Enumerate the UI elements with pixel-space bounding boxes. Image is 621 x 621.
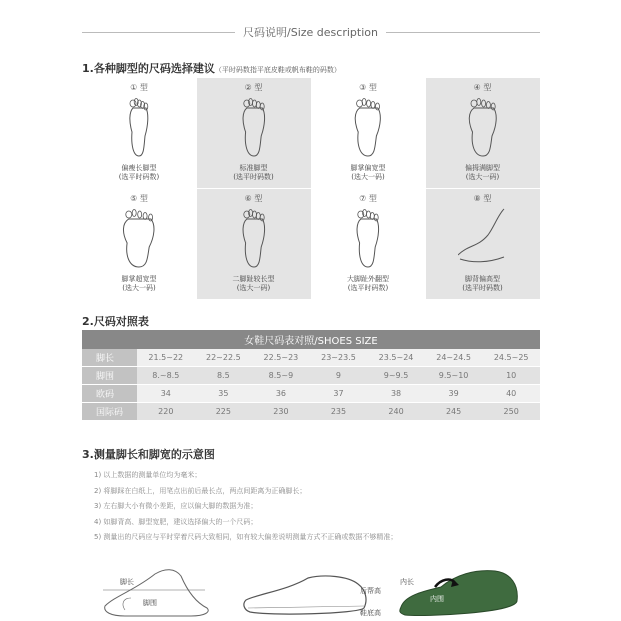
table-cell: 9~9.5 — [367, 367, 425, 385]
table-cell: 37 — [310, 385, 368, 403]
row-header: 国际码 — [82, 403, 137, 421]
foot-type-number: ③ 型 — [359, 83, 377, 92]
foot-type-caption — [426, 275, 540, 293]
foot-type-caption — [311, 275, 425, 293]
foot-type-caption — [311, 164, 425, 182]
table-cell: 24.5~25 — [482, 349, 540, 367]
size-table — [82, 330, 540, 421]
section1-heading — [82, 60, 341, 76]
foot-outline-icon — [229, 205, 279, 271]
row-header: 脚长 — [82, 349, 137, 367]
foot-type-advice: (选大一码) — [465, 173, 500, 181]
table-row — [82, 367, 540, 385]
foot-type-caption — [197, 164, 311, 182]
table-cell: 21.5~22 — [137, 349, 195, 367]
foot-type-number: ② 型 — [244, 83, 263, 92]
table-cell: 40 — [482, 385, 540, 403]
foot-type-label: 大脚趾外翻型 — [347, 275, 389, 283]
note-item: 1) 以上数据的测量单位均为毫米； — [94, 471, 202, 479]
foot-outline-icon — [458, 205, 508, 271]
foot-type-card — [197, 189, 311, 299]
size-description-header — [0, 22, 621, 42]
table-cell: 9.5~10 — [425, 367, 483, 385]
foot-type-number: ④ 型 — [473, 83, 492, 92]
foot-type-label: 标准脚型 — [239, 164, 268, 172]
foot-outline-icon — [114, 94, 164, 160]
foot-outline-icon — [343, 94, 393, 160]
foot-type-grid — [82, 78, 540, 300]
table-cell: 35 — [195, 385, 253, 403]
foot-type-card — [426, 78, 540, 188]
table-cell: 36 — [252, 385, 310, 403]
foot-type-advice: (选平时码数) — [118, 173, 160, 181]
foot-girth-label: 脚围 — [143, 599, 157, 607]
table-cell: 245 — [425, 403, 483, 421]
table-cell: 34 — [137, 385, 195, 403]
foot-type-caption — [82, 164, 196, 182]
table-cell: 8.5 — [195, 367, 253, 385]
row-header: 欧码 — [82, 385, 137, 403]
heel-height-label: 后帮高 — [360, 587, 381, 595]
foot-type-label: 二脚趾较长型 — [232, 275, 275, 283]
table-row — [82, 349, 540, 367]
table-cell: 220 — [137, 403, 195, 421]
foot-type-caption — [426, 164, 540, 182]
foot-outline-icon — [229, 94, 279, 160]
note-item: 3) 左右脚大小有微小差距，应以偏大脚的数据为准； — [94, 502, 258, 511]
inner-length-label: 内长 — [400, 578, 414, 586]
note-item: 2) 将脚踩在白纸上，用笔点出前后最长点，两点间距离为正确脚长； — [94, 486, 307, 495]
shoe-last-diagram — [395, 565, 525, 620]
section2-heading: 2.尺码对照表 — [82, 315, 149, 328]
table-cell: 22.5~23 — [252, 349, 310, 367]
foot-type-advice: (选平时码数) — [462, 284, 503, 292]
foot-type-label: 偏瘦长脚型 — [121, 164, 157, 172]
foot-type-advice: (选平时码数) — [347, 284, 389, 292]
foot-type-label: 脚背偏高型 — [465, 275, 500, 283]
foot-side-diagram — [95, 560, 225, 620]
foot-length-label: 脚长 — [120, 578, 134, 586]
table-cell: 22~22.5 — [195, 349, 253, 367]
table-cell: 8.5~9 — [252, 367, 310, 385]
foot-type-advice: (选大一码) — [351, 173, 385, 181]
foot-type-number: ⑧ 型 — [473, 194, 492, 203]
table-row — [82, 403, 540, 421]
foot-type-card — [311, 78, 425, 188]
note-item: 5) 测量出的尺码应与平时穿着尺码大致相同，如有较大偏差说明测量方式不正确或数据不够精准； — [94, 533, 398, 542]
foot-type-card — [197, 78, 311, 188]
foot-type-number: ⑤ 型 — [130, 194, 148, 203]
section3-heading: 3.测量脚长和脚宽的示意图 — [82, 448, 215, 461]
table-cell: 23~23.5 — [310, 349, 368, 367]
measurement-notes — [94, 468, 397, 546]
table-cell: 39 — [425, 385, 483, 403]
foot-type-number: ⑥ 型 — [244, 194, 263, 203]
shoe-diagram — [238, 570, 378, 620]
table-cell: 24~24.5 — [425, 349, 483, 367]
section1-title: 1.各种脚型的尺码选择建议 — [82, 62, 215, 75]
table-cell: 8.~8.5 — [137, 367, 195, 385]
foot-type-advice: (选大一码) — [122, 284, 156, 292]
foot-type-label: 脚掌偏宽型 — [350, 164, 386, 172]
table-cell: 250 — [482, 403, 540, 421]
foot-type-card — [426, 189, 540, 299]
size-table-title: 女鞋尺码表对照/SHOES SIZE — [82, 330, 540, 349]
foot-outline-icon — [458, 94, 508, 160]
table-cell: 235 — [310, 403, 368, 421]
sole-height-label: 鞋底高 — [360, 609, 381, 617]
table-cell: 230 — [252, 403, 310, 421]
table-cell: 9 — [310, 367, 368, 385]
table-cell: 10 — [482, 367, 540, 385]
table-cell: 225 — [195, 403, 253, 421]
table-cell: 23.5~24 — [367, 349, 425, 367]
foot-type-advice: (选平时码数) — [233, 173, 274, 181]
section1-note: （平时码数指平底皮鞋或帆布鞋的码数） — [214, 66, 341, 74]
foot-outline-icon — [114, 205, 164, 271]
table-cell: 240 — [367, 403, 425, 421]
foot-type-label: 脚掌超宽型 — [121, 275, 157, 283]
row-header: 脚围 — [82, 367, 137, 385]
header-title: 尺码说明/Size description — [235, 26, 386, 39]
foot-type-label: 偏拇满脚型 — [465, 164, 500, 172]
inner-girth-label: 内围 — [430, 595, 444, 603]
foot-type-card — [311, 189, 425, 299]
foot-type-caption — [82, 275, 196, 293]
foot-type-number: ⑦ 型 — [359, 194, 377, 203]
table-row — [82, 385, 540, 403]
foot-type-advice: (选大一码) — [236, 284, 271, 292]
table-cell: 38 — [367, 385, 425, 403]
foot-type-caption — [197, 275, 311, 293]
foot-type-card — [82, 78, 196, 188]
foot-type-card — [82, 189, 196, 299]
note-item: 4) 如脚背高、脚型宽肥，建议选择偏大的一个尺码； — [94, 517, 258, 526]
foot-outline-icon — [343, 205, 393, 271]
foot-type-number: ① 型 — [130, 83, 148, 92]
